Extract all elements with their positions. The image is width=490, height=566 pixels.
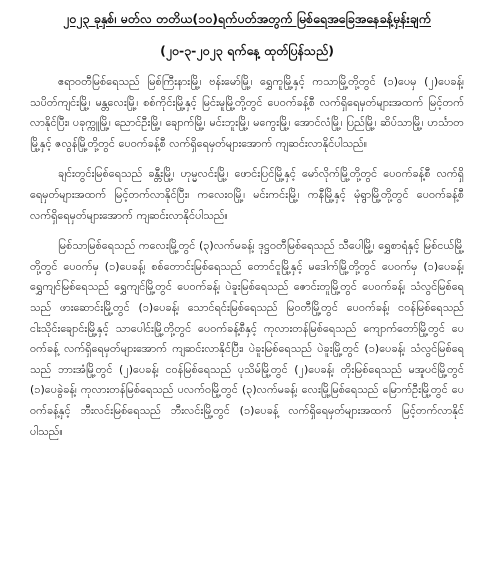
document-title: ၂၀၂၃ ခုနှစ်၊ မတ်လ တတိယ(၁၀)ရက်ပတ်အတွက် မြစ်ရေအခြေအနေခန့်မှန်းချက် (63, 11, 431, 26)
paragraph-chindwin: ချင်းတွင်းမြစ်ရေသည် ခန္တီးမြို့၊ ဟုမ္မလင်းမြို့၊ ဖောင်းပြင်မြို့နှင့် မော်လိုက်မြို့တို့တွင် ပေဝက်ခန့်စီ လက်ရှိရေမှတ်များအထက် မြင့်တက်လာနိုင်ပြီး၊ ကလေးဝမြို့၊ မင်းကင်းမြို့၊ ကနီမြို့နှင့် မုံရွာမြို့တို့တွင် ပေဝက်ခန့်စီ လက်ရှိရေမှတ်များအောက် ကျဆင်းလာနိုင်ပါသည်။ (30, 167, 464, 222)
paragraph-other-rivers: မြစ်သာမြစ်ရေသည် ကလေးမြို့တွင် (၃)လက်မခန့်၊ ဒုဋ္ဌဝတီမြစ်ရေသည် သီပေါမြို့၊ ရွှေစာရံနှင့် မြစ်ငယ်မြို့တို့တွင် ပေဝက်မှ (၁)ပေခန့်၊ စစ်တောင်းမြစ်ရေသည် တောင်ငူမြို့နှင့် မဒေါက်မြို့တို့တွင် ပေဝက်မှ (၁)ပေခန့်၊ ရွှေကျင်မြစ်ရေသည် ရွှေကျင်မြို့တွင် ပေဝက်ခန့်၊ ပဲခူးမြစ်ရေသည် ဇောင်းတူမြို့တွင် ပေဝက်ခန့်၊ သံလွင်မြစ်ရေသည် ဖားဆောင်းမြို့တွင် (၁)ပေခန့်၊ သောင်ရင်းမြစ်ရေသည် မြဝတီမြို့တွင် ပေဝက်ခန့်၊ ငဝန်မြစ်ရေသည် ငါးသိုင်းချောင်းမြို့နှင့် သာပေါင်းမြို့တို့တွင် ပေဝက်ခန့်စီနှင့် ကုလားတန်မြစ်ရေသည် ကျောက်တော်မြို့တွင် ပေဝက်ခန့် လက်ရှိရေမှတ်များအောက် ကျဆင်းလာနိုင်ပြီး၊ ပဲခူးမြစ်ရေသည် ပဲခူးမြို့တွင် (၁)ပေခန့်၊ သံလွင်မြစ်ရေသည် ဘားအံမြို့တွင် (၂)ပေခန့်၊ ငဝန်မြစ်ရေသည် ပုသိမ်မြို့တွင် (၂)ပေခန့်၊ တိုးမြစ်ရေသည် မအူပင်မြို့တွင် (၁)ပေခွဲခန့်၊ ကုလားတန်မြစ်ရေသည် ပလက်ဝမြို့တွင် (၃)လက်မခန့်၊ လေးမြို့မြစ်ရေသည် မြောက်ဦးမြို့တွင် ပေဝက်ခန့်နှင့် ဘီးလင်းမြစ်ရေသည် ဘီးလင်းမြို့တွင် (၁)ပေခန့် လက်ရှိရေမှတ်များအထက် မြင့်တက်လာနိုင်ပါသည်။ (30, 239, 464, 438)
document-subtitle: (၂၀-၃-၂၀၂၃ ရက်နေ့ ထုတ်ပြန်သည်) (160, 43, 334, 58)
document-body (30, 72, 464, 442)
paragraph-ayeyarwady: ဧရာဝတီမြစ်ရေသည် မြစ်ကြီးနားမြို့၊ ဗန်းမော်မြို့၊ ရွှေကူမြို့နှင့် ကသာမြို့တို့တွင် (၁)ပေမှ (၂)ပေခန့်၊ သပိတ်ကျင်းမြို့၊ မန္တလေးမြို့၊ စစ်ကိုင်းမြို့နှင့် မြင်းမူမြို့တို့တွင် ပေဝက်ခန့်စီ လက်ရှိရေမှတ်များအထက် မြင့်တက်လာနိုင်ပြီး၊ ပခုက္ကူမြို့၊ ညောင်ဦးမြို့၊ ချောက်မြို့၊ မင်းဘူးမြို့၊ မကွေးမြို့၊ အောင်လံမြို့၊ ပြည်မြို့၊ ဆိပ်သာမြို့၊ ဟင်္သာတမြို့နှင့် ဇလွန်မြို့တို့တွင် ပေဝက်ခန့်စီ လက်ရှိရေမှတ်များအောက် ကျဆင်းလာနိုင်ပါသည်။ (30, 75, 464, 150)
